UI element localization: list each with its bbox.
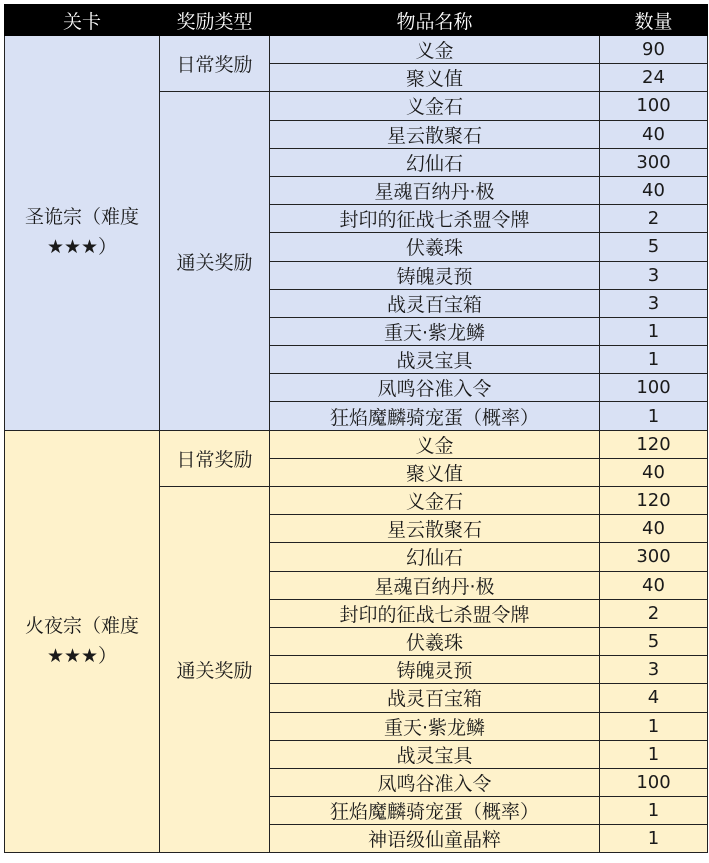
quantity-cell: 100	[600, 768, 708, 796]
item-name-cell: 义金石	[270, 487, 600, 515]
table-row	[5, 430, 708, 458]
item-name-cell: 战灵百宝箱	[270, 289, 600, 317]
item-name-cell: 星云散聚石	[270, 120, 600, 148]
stage-cell: 火夜宗（难度★★★）	[5, 430, 160, 853]
reward-table	[4, 4, 708, 853]
reward-type-cell: 通关奖励	[160, 487, 270, 853]
item-name-cell: 伏羲珠	[270, 627, 600, 655]
quantity-cell: 1	[600, 317, 708, 345]
reward-table-container	[4, 4, 708, 853]
reward-type-cell: 通关奖励	[160, 92, 270, 430]
quantity-cell: 5	[600, 233, 708, 261]
quantity-cell: 40	[600, 571, 708, 599]
item-name-cell: 星云散聚石	[270, 515, 600, 543]
header-row	[5, 5, 708, 36]
item-name-cell: 战灵宝具	[270, 740, 600, 768]
header-stage: 关卡	[5, 5, 160, 36]
quantity-cell: 1	[600, 712, 708, 740]
quantity-cell: 100	[600, 374, 708, 402]
quantity-cell: 40	[600, 515, 708, 543]
item-name-cell: 义金	[270, 430, 600, 458]
quantity-cell: 2	[600, 205, 708, 233]
quantity-cell: 1	[600, 346, 708, 374]
item-name-cell: 星魂百纳丹·极	[270, 571, 600, 599]
quantity-cell: 120	[600, 487, 708, 515]
item-name-cell: 义金	[270, 36, 600, 64]
quantity-cell: 5	[600, 627, 708, 655]
reward-type-cell: 日常奖励	[160, 430, 270, 486]
quantity-cell: 3	[600, 289, 708, 317]
header-reward-type: 奖励类型	[160, 5, 270, 36]
stage-cell: 圣诡宗（难度★★★）	[5, 36, 160, 431]
quantity-cell: 1	[600, 402, 708, 430]
quantity-cell: 3	[600, 656, 708, 684]
item-name-cell: 幻仙石	[270, 148, 600, 176]
item-name-cell: 义金石	[270, 92, 600, 120]
item-name-cell: 战灵宝具	[270, 346, 600, 374]
quantity-cell: 3	[600, 261, 708, 289]
item-name-cell: 幻仙石	[270, 543, 600, 571]
quantity-cell: 1	[600, 825, 708, 853]
header-quantity: 数量	[600, 5, 708, 36]
item-name-cell: 重天·紫龙鳞	[270, 317, 600, 345]
item-name-cell: 狂焰魔麟骑宠蛋（概率）	[270, 402, 600, 430]
quantity-cell: 40	[600, 120, 708, 148]
quantity-cell: 2	[600, 599, 708, 627]
item-name-cell: 封印的征战七杀盟令牌	[270, 205, 600, 233]
item-name-cell: 铸魄灵预	[270, 261, 600, 289]
table-body	[5, 36, 708, 853]
quantity-cell: 300	[600, 148, 708, 176]
item-name-cell: 聚义值	[270, 458, 600, 486]
table-row	[5, 36, 708, 64]
reward-type-cell: 日常奖励	[160, 36, 270, 92]
quantity-cell: 300	[600, 543, 708, 571]
item-name-cell: 封印的征战七杀盟令牌	[270, 599, 600, 627]
item-name-cell: 凤鸣谷准入令	[270, 374, 600, 402]
quantity-cell: 90	[600, 36, 708, 64]
item-name-cell: 凤鸣谷准入令	[270, 768, 600, 796]
quantity-cell: 40	[600, 458, 708, 486]
item-name-cell: 聚义值	[270, 64, 600, 92]
quantity-cell: 120	[600, 430, 708, 458]
header-item-name: 物品名称	[270, 5, 600, 36]
quantity-cell: 1	[600, 740, 708, 768]
item-name-cell: 神语级仙童晶粹	[270, 825, 600, 853]
quantity-cell: 4	[600, 684, 708, 712]
item-name-cell: 战灵百宝箱	[270, 684, 600, 712]
quantity-cell: 24	[600, 64, 708, 92]
quantity-cell: 40	[600, 176, 708, 204]
item-name-cell: 伏羲珠	[270, 233, 600, 261]
table-header	[5, 5, 708, 36]
quantity-cell: 1	[600, 797, 708, 825]
item-name-cell: 重天·紫龙鳞	[270, 712, 600, 740]
quantity-cell: 100	[600, 92, 708, 120]
item-name-cell: 狂焰魔麟骑宠蛋（概率）	[270, 797, 600, 825]
item-name-cell: 星魂百纳丹·极	[270, 176, 600, 204]
item-name-cell: 铸魄灵预	[270, 656, 600, 684]
